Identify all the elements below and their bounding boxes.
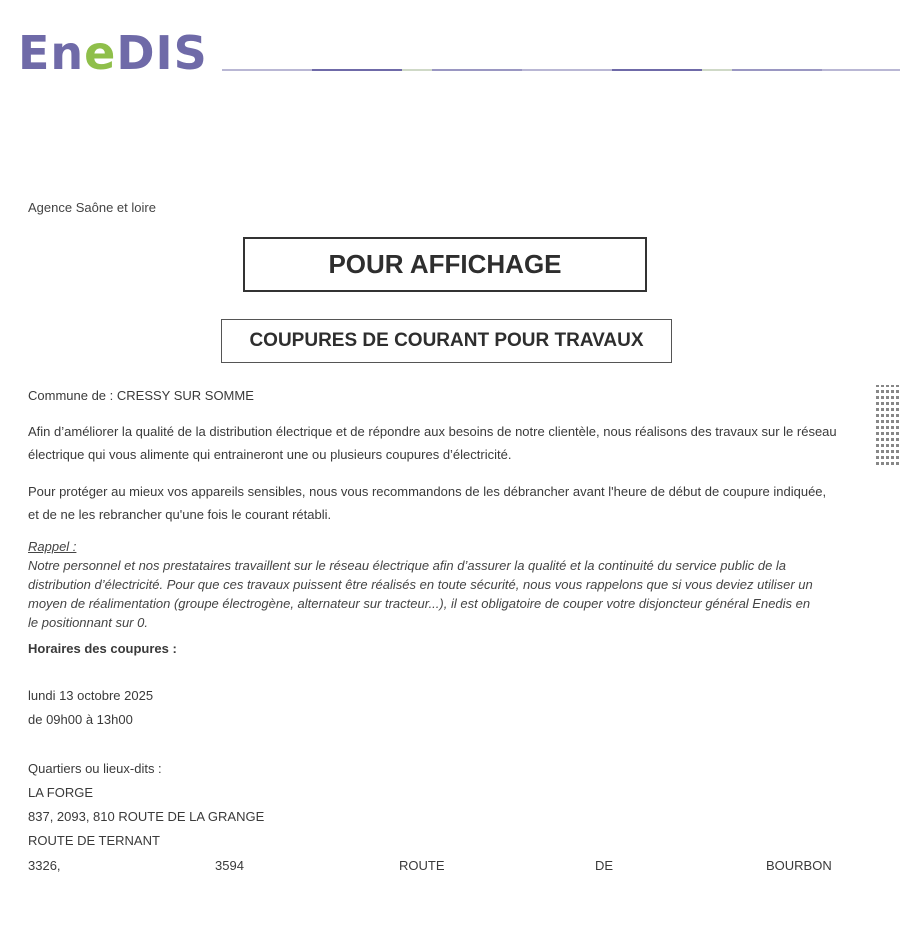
address-line: 837, 2093, 810 ROUTE DE LA GRANGE [28, 809, 265, 824]
address-fragment: 3594 [215, 858, 244, 873]
commune-line: Commune de : CRESSY SUR SOMME [28, 388, 254, 403]
quartiers-title: Quartiers ou lieux-dits : [28, 761, 162, 776]
enedis-logo: EneDIS [18, 26, 208, 80]
address-fragment: BOURBON [766, 858, 832, 873]
outage-date: lundi 13 octobre 2025 [28, 688, 154, 703]
address-fragment: 3326, [28, 858, 61, 873]
rappel-title: Rappel : [28, 539, 77, 554]
address-fragment: ROUTE [399, 858, 445, 873]
qr-code-pattern [876, 385, 900, 465]
outage-time: de 09h00 à 13h00 [28, 712, 133, 727]
intro-paragraph: Afin d’améliorer la qualité de la distribution électrique et de répondre aux besoins de notre clientèle, nous réalisons des travaux sur le réseau électrique qui vous alimente qui entraineront une ou plusieurs coupures d’électricité. [28, 424, 837, 462]
header-divider [222, 69, 900, 71]
address-line: LA FORGE [28, 785, 94, 800]
title-box: POUR AFFICHAGE [243, 237, 647, 292]
address-fragment: DE [595, 858, 614, 873]
advice-paragraph: Pour protéger au mieux vos appareils sensibles, nous vous recommandons de les débrancher avant l'heure de début de coupure indiquée, et de ne les rebrancher qu'une fois le courant rétabli. [28, 484, 827, 522]
agency-name: Agence Saône et loire [28, 200, 156, 215]
address-line: ROUTE DE TERNANT [28, 833, 160, 848]
rappel-text: Notre personnel et nos prestataires travaillent sur le réseau électrique afin d’assurer la qualité et la continuité du service public de la distribution d’électricité. Pour que ces travaux puissent être réalisés en toute sécurité, nous vous rappelons que si vous deviez utiliser un moyen de réalimentation (groupe électrogène, alternateur sur tracteur...), il est obligatoire de couper votre disjoncteur général Enedis en le positionnant sur 0. [28, 558, 813, 630]
horaires-title: Horaires des coupures : [28, 641, 177, 656]
subtitle-box: COUPURES DE COURANT POUR TRAVAUX [221, 319, 672, 363]
